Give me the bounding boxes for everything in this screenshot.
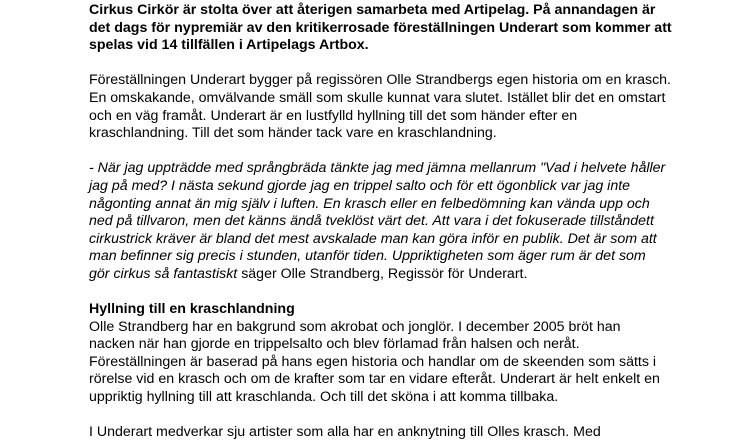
quote-line: jag på med? I nästa sekund gjorde jag en trippel salto och för ett ögonblick var jag inte (89, 177, 631, 194)
section-paragraph (89, 301, 709, 407)
section-line: uppriktig hyllning till att kraschlanda. Och till det sköna i att komma tillbaka. (89, 389, 559, 406)
cut-paragraph (89, 424, 709, 442)
quote-paragraph (89, 160, 709, 283)
intro-line: kraschlandning. Till det som händer tack vare en kraschlandning. (89, 125, 497, 142)
quote-attribution: säger Olle Strandberg, Regissör för Underart. (237, 265, 528, 282)
cut-off-line: I Underart medverkar sju artister som alla har en anknytning till Olles krasch. Med (89, 424, 601, 441)
quote-line: - När jag uppträdde med språngbräda tänkte jag med jämna mellanrum "Vad i helvete håller (89, 160, 666, 177)
lead-line: det dags för nypremiär av den kritikerrosade föreställningen Underart som kommer att (89, 19, 672, 36)
section-line: Föreställningen är baserad på hans egen historia och handlar om de skeenden som sätts i (89, 353, 657, 370)
quote-final-italic: gör cirkus så fantastiskt (89, 265, 238, 282)
paragraph-gap (89, 407, 709, 425)
section-line: nacken när han gjorde en trippelsalto och blev förlamad från halsen och neråt. (89, 336, 580, 353)
intro-paragraph (89, 72, 709, 142)
intro-line: och en väg framåt. Underart är en lustfylld hyllning till det som händer efter en (89, 107, 578, 124)
quote-final-line (89, 266, 709, 284)
quote-line: ned på tillvaron, men det känns ändå tveklöst värt det. Att vara i det fokuserade tillståndett (89, 213, 654, 230)
section-line: rörelse vid en krasch och om de krafter som tar en vidare efteråt. Underart är helt enkelt en (89, 371, 660, 388)
section-heading: Hyllning till en kraschlandning (89, 301, 295, 318)
paragraph-gap (89, 284, 709, 302)
section-line: Olle Strandberg har en bakgrund som akrobat och jonglör. I december 2005 bröt han (89, 318, 621, 335)
intro-line: Föreställningen Underart bygger på regissören Olle Strandbergs egen historia om en krasch. (89, 72, 671, 89)
lead-line: spelas vid 14 tillfällen i Artipelags Artbox. (89, 37, 369, 54)
quote-line: cirkustrick kräver är bland det mest avskalade man kan göra inför en publik. Det är som att (89, 230, 657, 247)
quote-line: man befinner sig precis i stunden, utanför tiden. Uppriktigheten som äger rum är det som (89, 248, 646, 265)
lead-paragraph (89, 2, 709, 55)
paragraph-gap (89, 143, 709, 161)
press-release-document (89, 2, 709, 442)
lead-line: Cirkus Cirkör är stolta över att återigen samarbeta med Artipelag. På annandagen är (89, 2, 656, 18)
quote-line: någonting annat än mig själv i luften. En krasch eller en felbedömning kan vända upp och (89, 195, 650, 212)
paragraph-gap (89, 55, 709, 73)
intro-line: En omskakande, omvälvande smäll som skulle kunnat vara slutet. Istället blir det en omstart (89, 89, 666, 106)
